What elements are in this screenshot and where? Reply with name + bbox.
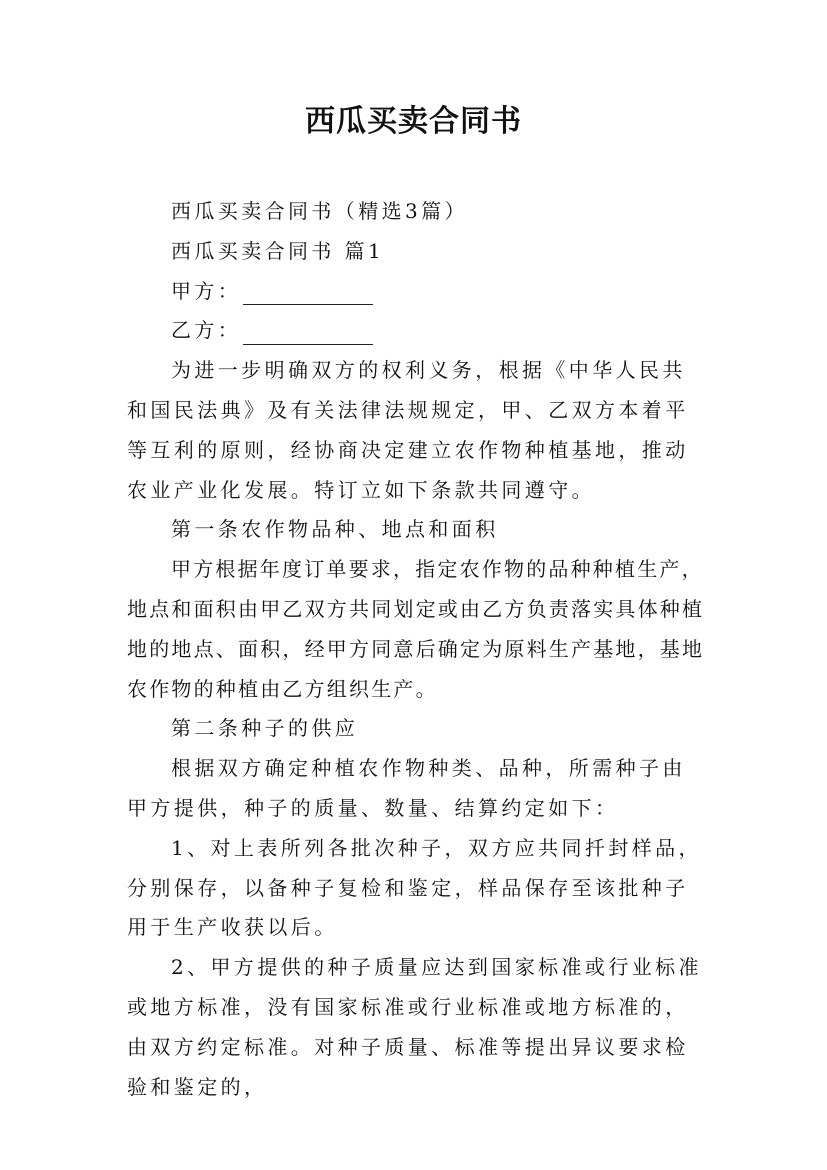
document-body — [127, 192, 707, 1107]
party-a-line — [127, 272, 707, 312]
party-b-line — [127, 311, 707, 351]
article-2-title: 第二条种子的供应 — [171, 716, 359, 741]
subheading-line: 西瓜买卖合同书 篇1 — [171, 238, 385, 263]
clause-1: 1、对上表所列各批次种子，双方应共同扦封样品，分别保存，以备种子复检和鉴定，样品保存至该批种子用于生产收获以后。 — [127, 835, 702, 940]
article-2-body: 根据双方确定种植农作物种类、品种，所需种子由甲方提供，种子的质量、数量、结算约定如下： — [127, 756, 686, 820]
intro-paragraph: 为进一步明确双方的权利义务，根据《中华人民共和国民法典》及有关法律法规规定，甲、乙双方本着平等互利的原则，经协商决定建立农作物种植基地，推动农业产业化发展。特订立如下条款共同遵守。 — [127, 358, 689, 502]
party-b-blank — [243, 320, 373, 345]
article-1-title: 第一条农作物品种、地点和面积 — [171, 517, 499, 542]
party-a-blank — [243, 280, 373, 305]
clause-2: 2、甲方提供的种子质量应达到国家标准或行业标准或地方标准，没有国家标准或行业标准或地方标准的，由双方约定标准。对种子质量、标准等提出异议要求检验和鉴定的， — [127, 955, 702, 1099]
heading-line: 西瓜买卖合同书（精选3篇） — [171, 199, 468, 223]
document-title: 西瓜买卖合同书 — [305, 104, 522, 139]
article-1-body: 甲方根据年度订单要求，指定农作物的品种种植生产，地点和面积由甲乙双方共同划定或由乙方负责落实具体种植地的地点、面积，经甲方同意后确定为原料生产基地，基地农作物的种植由乙方组织生产。 — [127, 557, 705, 701]
party-b-label: 乙方： — [171, 318, 242, 343]
party-a-label: 甲方： — [171, 278, 242, 303]
